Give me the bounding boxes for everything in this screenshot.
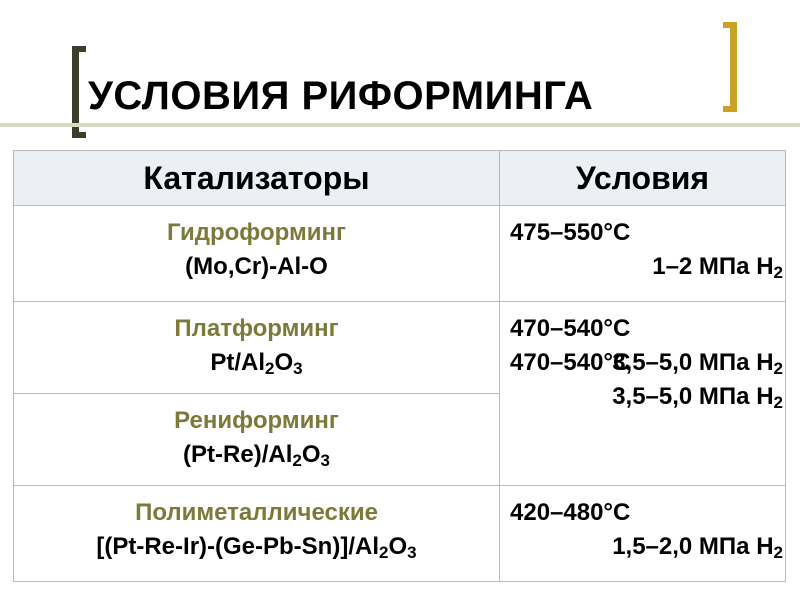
table-row (14, 206, 786, 302)
table-row (14, 486, 786, 582)
header-conditions: Условия (500, 151, 786, 206)
table-row (14, 302, 786, 394)
temperature: 420–480°C (510, 499, 631, 526)
header-catalysts: Катализаторы (14, 151, 500, 206)
table-header-row (14, 151, 786, 206)
right-bracket-decoration (723, 22, 737, 112)
overlapping-lines (500, 346, 785, 380)
temperature: 475–550°C (510, 219, 631, 246)
temperature-overlap: 470–540°C (510, 349, 631, 376)
catalyst-name: Платформинг (174, 315, 339, 342)
catalyst-name: Гидроформинг (166, 219, 346, 246)
pressure-overlap: 3,5–5,0 МПа $Н_2$ (612, 349, 783, 378)
conditions-cell (500, 486, 786, 582)
catalyst-cell (14, 206, 500, 302)
pressure: 1–2 МПа $Н_2$ (652, 253, 783, 282)
page-title: УСЛОВИЯ РИФОРМИНГА (88, 74, 594, 118)
pressure: 3,5–5,0 МПа $Н_2$ (612, 383, 783, 412)
catalyst-formula: $[(Pt-Re-Ir)-(Ge-Pb-Sn)]/Al_2O_3$ (96, 533, 417, 562)
catalyst-formula: (Mo,Cr)-Al-O (185, 253, 328, 280)
catalyst-formula: $Pt/Al_2O_3$ (210, 349, 303, 378)
catalyst-formula: $(Pt-Re)/Al_2O_3$ (183, 441, 330, 470)
conditions-cell (500, 206, 786, 302)
title-rule (0, 123, 800, 127)
catalyst-cell (14, 302, 500, 394)
catalyst-cell (14, 486, 500, 582)
pressure: 1,5–2,0 МПа $Н_2$ (612, 533, 783, 562)
catalyst-name: Полиметаллические (135, 499, 378, 526)
catalyst-cell (14, 394, 500, 486)
catalyst-name: Рениформинг (174, 407, 339, 434)
reforming-conditions-table (13, 150, 786, 582)
temperature: 470–540°C (510, 315, 631, 342)
conditions-cell (500, 302, 786, 486)
